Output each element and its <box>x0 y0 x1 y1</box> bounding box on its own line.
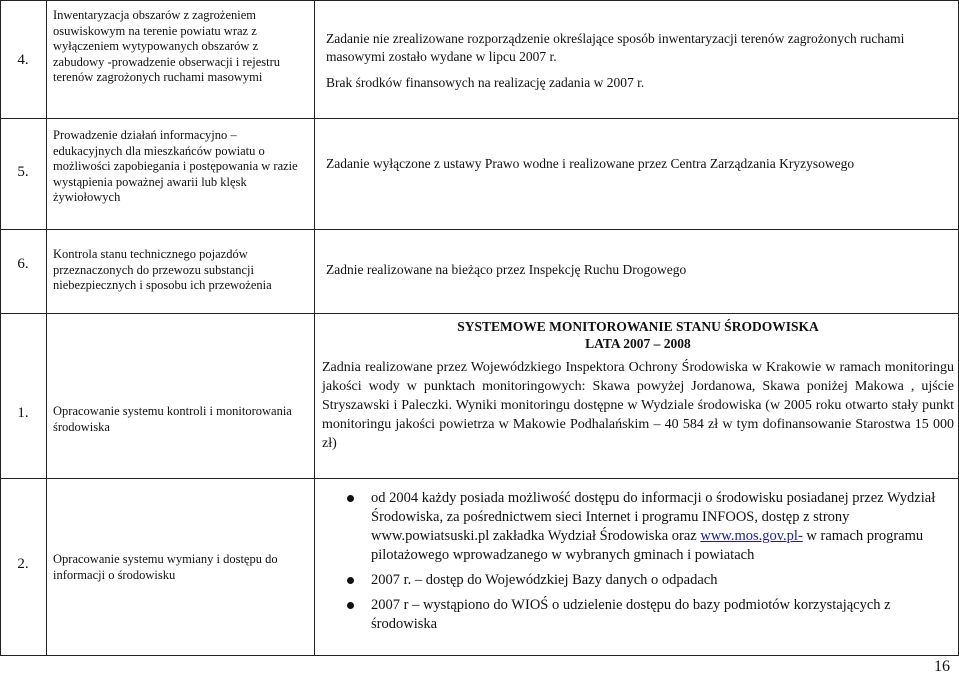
row-number: 6. <box>17 256 29 272</box>
list-item <box>324 596 936 634</box>
status-text: Zadnia realizowane przez Wojewódzkiego Inspektora Ochrony Środowiska w Krakowie w ramach monitoringu jakości wody w punktach monitoringowych: Skawa powyżej Jordanowa, Skawa poniżej Makowa , ujście Stryszawski i Paleczki. Wyniki monitoringu dostępne w Wydziale środowiska (w 2005 roku otwarto stały punkt monitoringu jakości powietrza w Makowie Podhalańskim – 40 584 zł w tym dofinansowanie Starostwa 15 000 zł) <box>322 360 954 451</box>
task-cell: Prowadzenie działań informacyjno – edukacyjnych dla mieszkańców powiatu o możliwości zapobiegania i postępowania w razie wystąpienia poważnej awarii lub klęsk żywiołowych <box>53 128 298 204</box>
bullet-list-cell <box>324 489 936 640</box>
task-cell: Opracowanie systemu wymiany i dostępu do informacji o środowisku <box>53 552 278 582</box>
page-number: 16 <box>934 658 950 675</box>
status-text: Zadanie nie zrealizowane rozporządzenie określające sposób inwentaryzacji terenów zagrożonych ruchami masowymi zostało wydane w lipcu 2007 r. <box>326 31 905 64</box>
section-years: LATA 2007 – 2008 <box>585 336 691 351</box>
status-cell: Zadanie wyłączone z ustawy Prawo wodne i realizowane przez Centra Zarządzania Kryzysowego <box>326 156 855 171</box>
row-number: 5. <box>17 164 29 180</box>
monitoring-status-cell <box>322 318 954 453</box>
row-separator <box>0 478 959 479</box>
row-separator <box>0 118 959 119</box>
list-item <box>324 571 936 590</box>
mos-gov-link[interactable]: www.mos.gov.pl- <box>700 528 803 544</box>
column-separator <box>46 0 47 656</box>
status-text: Brak środków finansowych na realizację zadania w 2007 r. <box>326 75 645 90</box>
task-cell: Opracowanie systemu kontroli i monitorowania środowiska <box>53 404 292 434</box>
bullet-icon <box>347 602 354 609</box>
table-border-top <box>0 0 959 1</box>
row-number: 1. <box>17 405 29 421</box>
task-cell: Inwentaryzacja obszarów z zagrożeniem osuwiskowym na terenie powiatu wraz z wyłączeniem wytypowanych obszarów z zabudowy -prowadzenie obserwacji i rejestru terenów zagrożonych ruchami masowymi <box>53 8 280 84</box>
list-item-text: 2007 r – wystąpiono do WIOŚ o udzielenie dostępu do bazy podmiotów korzystających z środowiska <box>371 597 891 632</box>
column-separator <box>314 0 315 656</box>
row-number: 4. <box>17 52 29 68</box>
row-separator <box>0 229 959 230</box>
bullet-icon <box>347 577 354 584</box>
bullet-list <box>324 489 936 634</box>
status-cell <box>326 30 946 92</box>
list-item-text: 2007 r. – dostęp do Wojewódzkiej Bazy danych o odpadach <box>371 572 718 588</box>
list-item-text: w ramach programu pilotażowego wprowadzanego w wybranych gminach i powiatach <box>371 528 924 563</box>
bullet-icon <box>347 495 354 502</box>
status-cell: Zadnie realizowane na bieżąco przez Inspekcję Ruchu Drogowego <box>326 262 687 277</box>
section-title: SYSTEMOWE MONITOROWANIE STANU ŚRODOWISKA <box>457 319 819 334</box>
table-border-bottom <box>0 655 959 656</box>
list-item <box>324 489 936 565</box>
row-separator <box>0 313 959 314</box>
row-number: 2. <box>17 556 29 572</box>
task-cell: Kontrola stanu technicznego pojazdów przeznaczonych do przewozu substancji niebezpiecznych i sposobu ich przewożenia <box>53 247 272 292</box>
list-item-text: od 2004 każdy posiada możliwość dostępu do informacji o środowisku posiadanej przez Wydział Środowiska, za pośrednictwem sieci Internet i programu INFOOS, dostęp z strony www.powiatsuski.pl zakładka Wydział Środowiska oraz <box>371 490 936 544</box>
